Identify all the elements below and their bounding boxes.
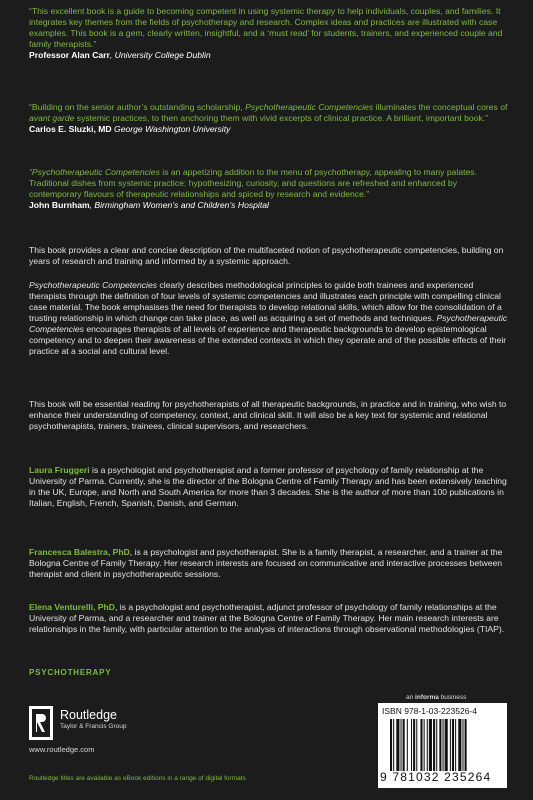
barcode-bar (433, 719, 435, 771)
quote-author: Professor Alan Carr (29, 50, 110, 60)
barcode-bar (450, 719, 451, 771)
publisher-brand (60, 709, 126, 731)
informa-brand: informa (415, 694, 439, 701)
quote-author: Carlos E. Sluzki, MD (29, 124, 112, 134)
author-name: Laura Fruggeri (29, 465, 90, 475)
barcode-bar (429, 719, 432, 771)
description-text: clearly describes methodological principles to guide both trainees and experienced therapists through the definition of four levels of systemic competencies and illustrates each principle with compelling clinical case material. The book emphasises the need for therapists to develop relational skills, which allow for the consolidation of a trusting relationship in which change can take place, as well as acquiring a set of methods and techniques. (29, 280, 502, 323)
barcode-bars (390, 719, 502, 771)
barcode-bar (390, 719, 392, 771)
description-paragraph-2 (29, 280, 509, 357)
endorsement-quote-1 (29, 6, 509, 61)
quote-text-part: illuminates the conceptual cores of (373, 102, 508, 112)
quote-text-part: “Building on the senior author’s outstanding scholarship, (29, 102, 246, 112)
author-bio-1 (29, 465, 509, 509)
barcode-bar (407, 719, 408, 771)
quote-text-part: is an appetizing addition to the menu of psychotherapy, appealing to many palates. Traditional dishes from systemic practice: hypothesizing, curiosity, and questions are refreshed and enhanced by contemporary flavours of therapeutic relationships and spiced by research and evidence.” (29, 167, 477, 199)
author-bio-text: is a psychologist and psychotherapist and a former professor of psychology of family relationship at the University of Parma. Currently, she is the director of the Bologna Centre of Family Therapy and has been extensively teaching in the UK, Europe, and North and South America for more than 3 decades. She is the author of more than 100 publications in Italian, English, French, Spanish, Danish, and German. (29, 465, 507, 508)
author-bio-text: , is a psychologist and psychotherapist, adjunct professor of psychology of family relationships at the University of Parma, and a researcher and trainer at the Bologna Centre of Family Therapy. Her main research interests are relationships in the family, with particular attention to the analysis of interactions through observational methodologies (TIAP). (29, 602, 505, 634)
barcode-bar (401, 719, 402, 771)
barcode-bar (413, 719, 415, 771)
quote-italic-phrase: avant garde (29, 113, 75, 123)
author-bio-text: , is a psychologist and psychotherapist. She is a family therapist, a researcher, and a trainer at the Bologna Centre of Family Therapy. Her research interests are focused on communicative and interactive processes between therapist and client in psychotherapeutic sessions. (29, 547, 503, 579)
informa-text: business (438, 694, 467, 701)
barcode-bar (452, 719, 454, 771)
barcode-bar (416, 719, 417, 771)
quote-book-title: “Psychotherapeutic Competencies (29, 167, 160, 177)
publisher-website: www.routledge.com (29, 745, 95, 754)
barcode-bar (403, 719, 405, 771)
barcode-bar (439, 719, 441, 771)
quote-author: John Burnham (29, 200, 90, 210)
author-name: Elena Venturelli, PhD (29, 602, 115, 612)
barcode-digits: 9 781032 235264 (380, 770, 492, 784)
barcode-bar (436, 719, 437, 771)
endorsement-quote-2 (29, 102, 509, 135)
quote-affiliation: , University College Dublin (109, 50, 211, 60)
barcode-bar (427, 719, 428, 771)
routledge-logo-icon (29, 706, 53, 740)
quote-text: “This excellent book is a guide to becoming competent in using systemic therapy to help individuals, couples, and families. It integrates key themes from the fields of psychotherapy and research. Complex ideas and practices are illustrated with case examples. This book is a gem, clearly written, insightful, and a ‘must read’ for students, trainers, and experienced couple and family therapists.” (29, 6, 503, 49)
description-paragraph-1: This book provides a clear and concise description of the multifaceted notion of psychotherapeutic competencies, building on years of research and training and informed by a systemic approach. (29, 245, 504, 266)
informa-text: an (406, 694, 416, 701)
barcode-bar (443, 719, 444, 771)
isbn-text: ISBN 978-1-03-223526-4 (382, 706, 477, 716)
barcode-bar (420, 719, 422, 771)
publisher-group: Taylor & Francis Group (60, 723, 127, 730)
quote-text-part: systemic practices, to then anchoring them with vivid excerpts of clinical practice. A brilliant, important book.” (74, 113, 489, 123)
quote-affiliation: , Birmingham Women’s and Children’s Hospital (89, 200, 269, 210)
book-title: Psychotherapeutic Competencies (29, 280, 158, 290)
ebook-note: Routledge titles are available as eBook editions in a range of digital formats (29, 775, 246, 782)
book-title: Psychotherapeutic Competencies (29, 313, 508, 334)
author-bio-3 (29, 602, 509, 635)
barcode-bar (465, 719, 467, 771)
author-bio-2 (29, 547, 509, 580)
barcode-bar (411, 719, 412, 771)
barcode-bar (445, 719, 448, 771)
barcode-bar (424, 719, 425, 771)
barcode-bar (396, 719, 399, 771)
quote-affiliation: George Washington University (111, 124, 231, 134)
description-text: encourages therapists of all levels of experience and therapeutic backgrounds to develop epistemological competency and to deepen their awareness of the extended contexts in which they operate and of the possible effects of their practice at a social and cultural level. (29, 324, 507, 356)
quote-book-title: Psychotherapeutic Competencies (245, 102, 374, 112)
barcode-bar (458, 719, 461, 771)
informa-business-label (406, 694, 466, 701)
isbn-barcode (378, 703, 507, 788)
barcode-bar (393, 719, 394, 771)
description-paragraph-3: This book will be essential reading for psychotherapists of all therapeutic backgrounds, in practice and in training, who wish to enhance their understanding of competency, context, and clinical skill. It will also be a key text for systemic and relational psychotherapists, trainers, trainees, clinical supervisors, and researchers. (29, 399, 507, 431)
endorsement-quote-3 (29, 167, 509, 211)
publisher-name: Routledge (60, 708, 117, 722)
subject-category: PSYCHOTHERAPY (29, 668, 112, 677)
author-name: Francesca Balestra, PhD (29, 547, 130, 557)
barcode-bar (455, 719, 456, 771)
barcode-bar (462, 719, 463, 771)
